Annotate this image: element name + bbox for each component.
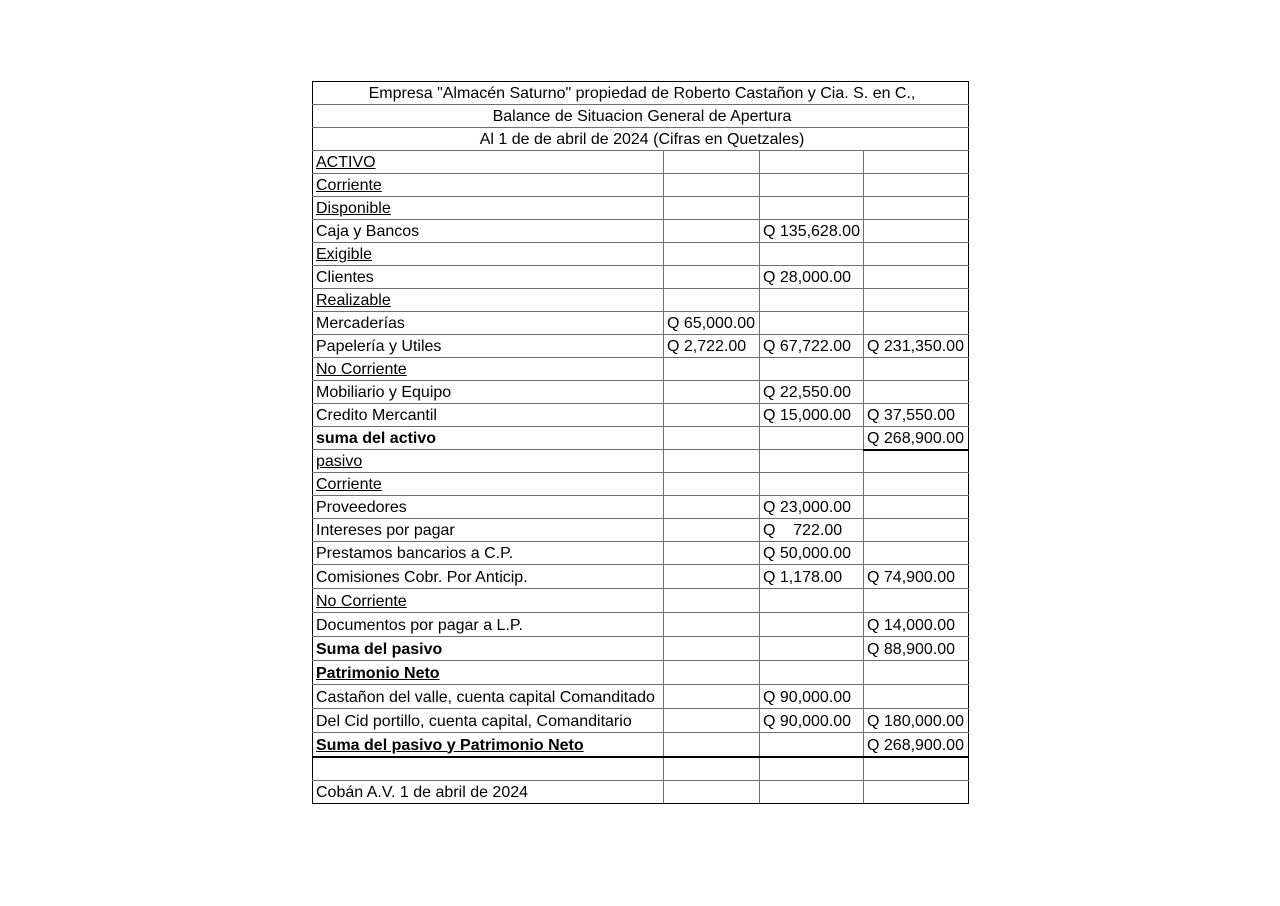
col3-value: [864, 781, 969, 804]
col3-value: [864, 358, 969, 381]
row-label: Del Cid portillo, cuenta capital, Comanditario: [313, 709, 664, 733]
table-row: [313, 312, 969, 335]
table-row: [313, 358, 969, 381]
col3-value: Q 180,000.00: [864, 709, 969, 733]
row-label: Suma del pasivo: [313, 637, 664, 661]
table-row: [313, 174, 969, 197]
col3-value: Q 268,900.00: [864, 733, 969, 757]
row-label: Castañon del valle, cuenta capital Comanditado: [313, 685, 664, 709]
col2-value: [760, 733, 864, 757]
row-label: Caja y Bancos: [313, 220, 664, 243]
col1-value: [664, 243, 760, 266]
table-row: [313, 220, 969, 243]
col3-value: Q 14,000.00: [864, 613, 969, 637]
table-row: [313, 757, 969, 781]
col1-value: [664, 637, 760, 661]
table-row: [313, 427, 969, 450]
col1-value: [664, 781, 760, 804]
col3-value: [864, 174, 969, 197]
col1-value: [664, 589, 760, 613]
table-row: [313, 197, 969, 220]
col1-value: [664, 613, 760, 637]
col1-value: [664, 358, 760, 381]
table-row: [313, 243, 969, 266]
col2-value: [760, 637, 864, 661]
col2-value: [760, 243, 864, 266]
col1-value: [664, 381, 760, 404]
row-label: No Corriente: [313, 589, 664, 613]
col3-value: Q 268,900.00: [864, 427, 969, 450]
row-label: Prestamos bancarios a C.P.: [313, 542, 664, 565]
col1-value: [664, 174, 760, 197]
col1-value: [664, 266, 760, 289]
col2-value: [760, 757, 864, 781]
col3-value: [864, 542, 969, 565]
row-label: pasivo: [313, 450, 664, 473]
report-date: Al 1 de de abril de 2024 (Cifras en Quetzales): [313, 128, 969, 151]
col3-value: Q 88,900.00: [864, 637, 969, 661]
row-label: Disponible: [313, 197, 664, 220]
row-label: Comisiones Cobr. Por Anticip.: [313, 565, 664, 589]
row-label: Corriente: [313, 174, 664, 197]
col2-value: Q 135,628.00: [760, 220, 864, 243]
table-row: [313, 381, 969, 404]
col2-value: [760, 781, 864, 804]
row-label: Exigible: [313, 243, 664, 266]
col1-value: [664, 197, 760, 220]
table-row: [313, 266, 969, 289]
col1-value: [664, 519, 760, 542]
col2-value: [760, 450, 864, 473]
table-row: [313, 450, 969, 473]
row-label: Documentos por pagar a L.P.: [313, 613, 664, 637]
row-label: [313, 757, 664, 781]
col2-value: [760, 358, 864, 381]
col1-value: [664, 565, 760, 589]
row-label: Realizable: [313, 289, 664, 312]
col1-value: [664, 709, 760, 733]
col1-value: Q 2,722.00: [664, 335, 760, 358]
col1-value: [664, 542, 760, 565]
row-label: Papelería y Utiles: [313, 335, 664, 358]
col3-value: [864, 519, 969, 542]
col1-value: [664, 151, 760, 174]
table-row: [313, 289, 969, 312]
col2-value: [760, 613, 864, 637]
table-row: [313, 589, 969, 613]
col2-value: [760, 151, 864, 174]
col2-value: Q 90,000.00: [760, 709, 864, 733]
header-row-company: [313, 82, 969, 105]
col2-value: [760, 661, 864, 685]
col1-value: [664, 661, 760, 685]
table-row: [313, 685, 969, 709]
row-label: Intereses por pagar: [313, 519, 664, 542]
col2-value: Q 1,178.00: [760, 565, 864, 589]
table-row: [313, 781, 969, 804]
col1-value: [664, 289, 760, 312]
col1-value: [664, 220, 760, 243]
col3-value: [864, 589, 969, 613]
row-label: Cobán A.V. 1 de abril de 2024: [313, 781, 664, 804]
table-row: [313, 709, 969, 733]
row-label: ACTIVO: [313, 151, 664, 174]
balance-sheet-table: [312, 81, 969, 804]
row-label: Credito Mercantil: [313, 404, 664, 427]
col2-value: [760, 473, 864, 496]
col1-value: [664, 496, 760, 519]
col3-value: [864, 243, 969, 266]
table-row: [313, 637, 969, 661]
table-row: [313, 519, 969, 542]
col3-value: [864, 473, 969, 496]
col1-value: [664, 733, 760, 757]
table-row: [313, 565, 969, 589]
col3-value: [864, 312, 969, 335]
col1-value: [664, 757, 760, 781]
col3-value: [864, 757, 969, 781]
row-label: No Corriente: [313, 358, 664, 381]
col3-value: [864, 661, 969, 685]
col1-value: Q 65,000.00: [664, 312, 760, 335]
col2-value: Q 90,000.00: [760, 685, 864, 709]
table-row: [313, 613, 969, 637]
col1-value: [664, 685, 760, 709]
row-label: Mercaderías: [313, 312, 664, 335]
row-label: Clientes: [313, 266, 664, 289]
col3-value: [864, 450, 969, 473]
table-row: [313, 404, 969, 427]
row-label: Patrimonio Neto: [313, 661, 664, 685]
col2-value: [760, 174, 864, 197]
table-row: [313, 733, 969, 757]
col3-value: Q 37,550.00: [864, 404, 969, 427]
col3-value: [864, 151, 969, 174]
col2-value: Q 67,722.00: [760, 335, 864, 358]
col3-value: [864, 685, 969, 709]
col2-value: Q 23,000.00: [760, 496, 864, 519]
col2-value: Q 15,000.00: [760, 404, 864, 427]
col2-value: Q 50,000.00: [760, 542, 864, 565]
row-label: Suma del pasivo y Patrimonio Neto: [313, 733, 664, 757]
col3-value: [864, 220, 969, 243]
col2-value: [760, 289, 864, 312]
table-row: [313, 151, 969, 174]
header-row-report: [313, 105, 969, 128]
col2-value: Q 22,550.00: [760, 381, 864, 404]
col3-value: [864, 197, 969, 220]
col1-value: [664, 473, 760, 496]
col3-value: [864, 266, 969, 289]
col1-value: [664, 427, 760, 450]
col2-value: [760, 589, 864, 613]
row-label: Corriente: [313, 473, 664, 496]
col3-value: [864, 496, 969, 519]
col3-value: Q 231,350.00: [864, 335, 969, 358]
report-title: Balance de Situacion General de Apertura: [313, 105, 969, 128]
balance-sheet-body: [313, 82, 969, 804]
header-row-date: [313, 128, 969, 151]
table-row: [313, 661, 969, 685]
row-label: suma del activo: [313, 427, 664, 450]
col2-value: [760, 197, 864, 220]
col1-value: [664, 450, 760, 473]
col2-value: [760, 312, 864, 335]
col1-value: [664, 404, 760, 427]
table-row: [313, 473, 969, 496]
company-title: Empresa "Almacén Saturno" propiedad de Roberto Castañon y Cia. S. en C.,: [313, 82, 969, 105]
row-label: Proveedores: [313, 496, 664, 519]
col3-value: [864, 289, 969, 312]
table-row: [313, 335, 969, 358]
col3-value: [864, 381, 969, 404]
col3-value: Q 74,900.00: [864, 565, 969, 589]
table-row: [313, 542, 969, 565]
col2-value: [760, 427, 864, 450]
table-row: [313, 496, 969, 519]
col2-value: Q 722.00: [760, 519, 864, 542]
row-label: Mobiliario y Equipo: [313, 381, 664, 404]
col2-value: Q 28,000.00: [760, 266, 864, 289]
